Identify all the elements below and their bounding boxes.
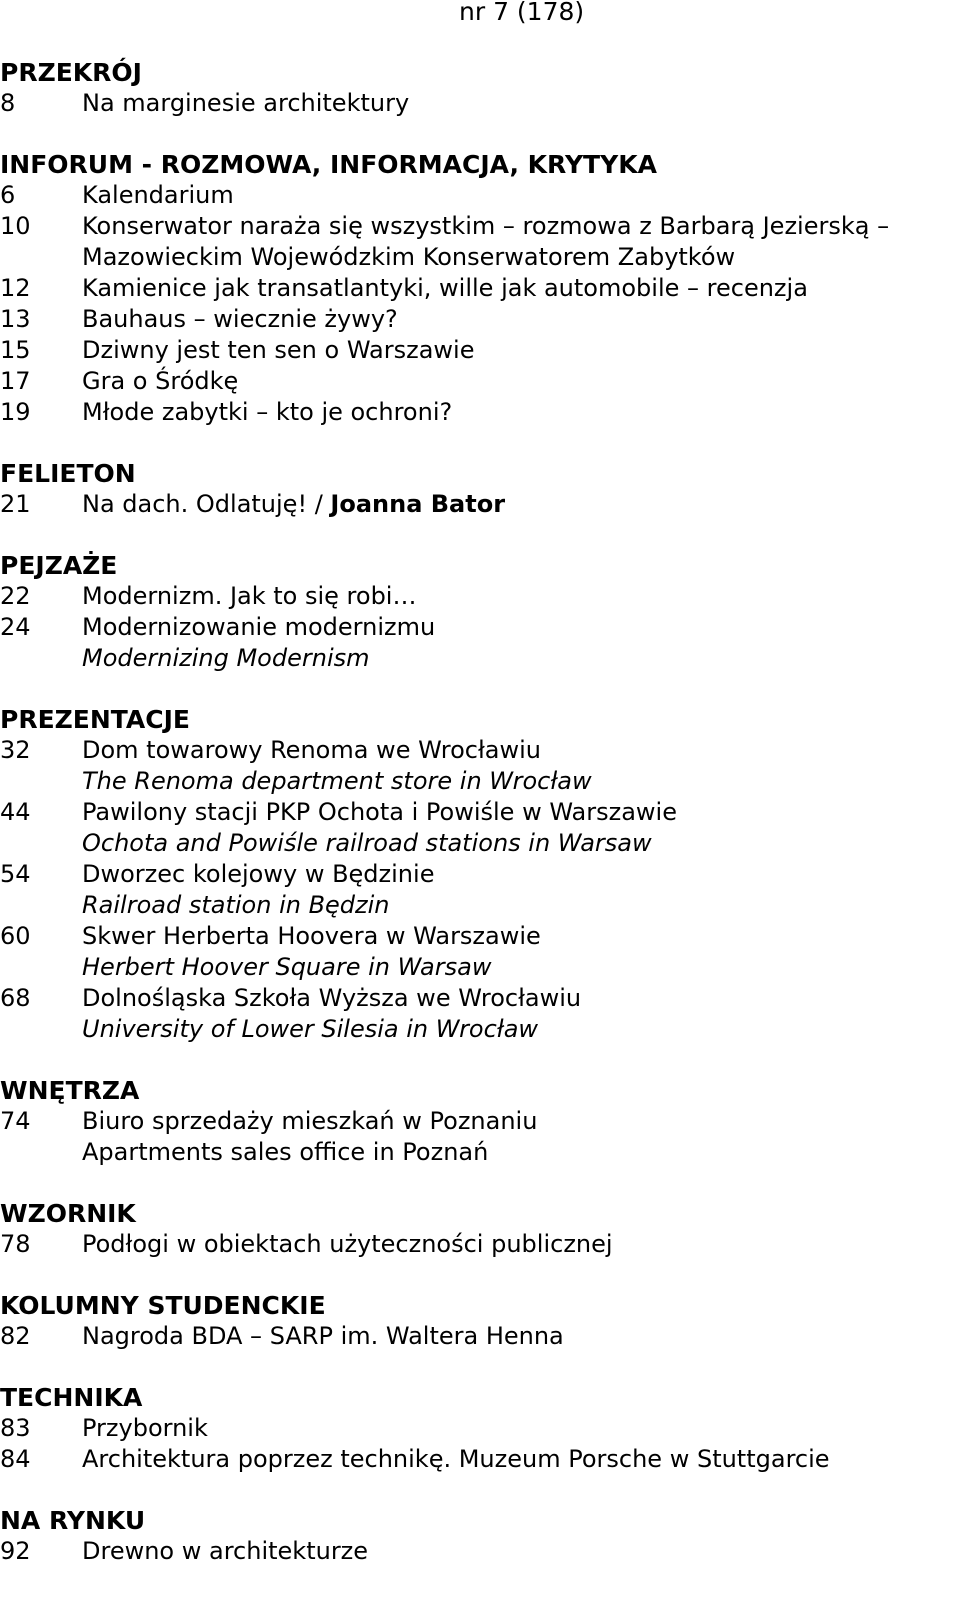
- toc-section: [0, 149, 960, 428]
- entry-title: [82, 1444, 960, 1475]
- toc-entry: [0, 983, 960, 1014]
- entry-english-title: Ochota and Powiśle railroad stations in Warsaw: [82, 829, 652, 857]
- page-number: 74: [0, 1107, 31, 1135]
- entry-title: [82, 1321, 960, 1352]
- entry-title-text: Nagroda BDA – SARP im. Waltera Henna: [82, 1322, 564, 1350]
- toc-entry: [0, 88, 960, 119]
- page-number: 78: [0, 1230, 31, 1258]
- page-number: 82: [0, 1322, 31, 1350]
- entry-title-text: Pawilony stacji PKP Ochota i Powiśle w Warszawie: [82, 798, 677, 826]
- entry-title: [82, 273, 960, 304]
- page-number: 24: [0, 613, 31, 641]
- issue-number: nr 7 (178): [459, 0, 585, 26]
- entry-title: [82, 335, 960, 366]
- toc-section: [0, 1075, 960, 1168]
- toc-entry: [0, 797, 960, 828]
- entry-title-text: Modernizm. Jak to się robi…: [82, 582, 417, 610]
- entry-title-text: Na dach. Odlatuję! /: [82, 490, 331, 518]
- entry-title: [82, 88, 960, 119]
- section-title: TECHNIKA: [0, 1383, 143, 1412]
- entry-title: [82, 180, 960, 211]
- toc-entry: [0, 1536, 960, 1567]
- entry-title-text: Bauhaus – wiecznie żywy?: [82, 305, 398, 333]
- page-number: 8: [0, 89, 16, 117]
- page-number: 22: [0, 582, 31, 610]
- page-number: 6: [0, 181, 16, 209]
- entry-author: Joanna Bator: [330, 490, 506, 518]
- toc-entry: [0, 335, 960, 366]
- toc-entry: [0, 612, 960, 643]
- toc-section: [0, 1505, 960, 1567]
- toc-section: [0, 57, 960, 119]
- page-number: 12: [0, 274, 31, 302]
- entry-title-text: Konserwator naraża się wszystkim – rozmowa z Barbarą Jezierską –: [82, 212, 890, 240]
- entry-title: [82, 366, 960, 397]
- entry-title: [82, 1413, 960, 1444]
- entry-title: [82, 397, 960, 428]
- toc-section: [0, 458, 960, 520]
- toc-entry: [0, 180, 960, 211]
- entry-title: [82, 735, 960, 766]
- section-title: KOLUMNY STUDENCKIE: [0, 1291, 326, 1320]
- entry-title-continuation: Mazowieckim Wojewódzkim Konserwatorem Zabytków: [82, 243, 736, 271]
- page-number: 10: [0, 212, 31, 240]
- entry-english-title: Herbert Hoover Square in Warsaw: [82, 953, 492, 981]
- entry-title: [82, 489, 960, 520]
- page-number: 54: [0, 860, 31, 888]
- table-of-contents: [0, 57, 960, 1597]
- section-title: PREZENTACJE: [0, 705, 190, 734]
- entry-title: [82, 612, 960, 643]
- toc-entry: [0, 735, 960, 766]
- entry-title-text: Kalendarium: [82, 181, 234, 209]
- toc-entry: [0, 304, 960, 335]
- section-title: PEJZAŻE: [0, 551, 118, 580]
- section-title: NA RYNKU: [0, 1506, 146, 1535]
- page-number: 19: [0, 398, 31, 426]
- entry-title-text: Na marginesie architektury: [82, 89, 410, 117]
- toc-entry: [0, 921, 960, 952]
- toc-entry: [0, 1413, 960, 1444]
- page-number: 68: [0, 984, 31, 1012]
- entry-title-text: Młode zabytki – kto je ochroni?: [82, 398, 453, 426]
- entry-title-text: Architektura poprzez technikę. Muzeum Porsche w Stuttgarcie: [82, 1445, 830, 1473]
- entry-title: [82, 1229, 960, 1260]
- page-number: 21: [0, 490, 31, 518]
- toc-entry: [0, 1321, 960, 1352]
- toc-section: [0, 1198, 960, 1260]
- entry-title-text: Dolnośląska Szkoła Wyższa we Wrocławiu: [82, 984, 582, 1012]
- toc-section: [0, 550, 960, 674]
- page-number: 92: [0, 1537, 31, 1565]
- toc-entry: [0, 366, 960, 397]
- page-number: 17: [0, 367, 31, 395]
- page-number: 60: [0, 922, 31, 950]
- page-number: 13: [0, 305, 31, 333]
- entry-title: [82, 797, 960, 828]
- entry-title-text: Modernizowanie modernizmu: [82, 613, 436, 641]
- entry-english-title: Railroad station in Będzin: [82, 891, 390, 919]
- entry-title-text: Skwer Herberta Hoovera w Warszawie: [82, 922, 541, 950]
- entry-title-continuation: Apartments sales office in Poznań: [82, 1138, 489, 1166]
- toc-section: [0, 1290, 960, 1352]
- page-number: 84: [0, 1445, 31, 1473]
- entry-english-title: Modernizing Modernism: [82, 644, 370, 672]
- entry-title-text: Kamienice jak transatlantyki, wille jak automobile – recenzja: [82, 274, 808, 302]
- entry-title: [82, 983, 960, 1014]
- toc-section: [0, 1382, 960, 1475]
- section-title: PRZEKRÓJ: [0, 58, 142, 87]
- section-title: WNĘTRZA: [0, 1076, 140, 1105]
- entry-title-text: Dom towarowy Renoma we Wrocławiu: [82, 736, 541, 764]
- entry-title: [82, 211, 960, 242]
- page-number: 44: [0, 798, 31, 826]
- entry-english-title: The Renoma department store in Wrocław: [82, 767, 592, 795]
- page-number: 83: [0, 1414, 31, 1442]
- toc-entry: [0, 489, 960, 520]
- toc-entry: [0, 581, 960, 612]
- toc-entry: [0, 1106, 960, 1137]
- entry-title: [82, 1106, 960, 1137]
- entry-title-text: Dziwny jest ten sen o Warszawie: [82, 336, 475, 364]
- toc-entry: [0, 859, 960, 890]
- toc-entry: [0, 1229, 960, 1260]
- entry-title-text: Przybornik: [82, 1414, 208, 1442]
- entry-title-text: Gra o Śródkę: [82, 367, 239, 395]
- page-number: 15: [0, 336, 31, 364]
- toc-entry: [0, 211, 960, 242]
- entry-title-text: Podłogi w obiektach użyteczności publicznej: [82, 1230, 613, 1258]
- entry-title: [82, 1536, 960, 1567]
- entry-title-text: Drewno w architekturze: [82, 1537, 369, 1565]
- entry-title: [82, 581, 960, 612]
- entry-title: [82, 304, 960, 335]
- entry-title-text: Biuro sprzedaży mieszkań w Poznaniu: [82, 1107, 538, 1135]
- toc-entry: [0, 1444, 960, 1475]
- entry-title: [82, 859, 960, 890]
- toc-entry: [0, 397, 960, 428]
- toc-section: [0, 704, 960, 1045]
- section-title: FELIETON: [0, 459, 136, 488]
- page-number: 32: [0, 736, 31, 764]
- entry-title-text: Dworzec kolejowy w Będzinie: [82, 860, 435, 888]
- entry-title: [82, 921, 960, 952]
- section-title: WZORNIK: [0, 1199, 136, 1228]
- section-title: INFORUM - ROZMOWA, INFORMACJA, KRYTYKA: [0, 150, 657, 179]
- entry-english-title: University of Lower Silesia in Wrocław: [82, 1015, 539, 1043]
- toc-entry: [0, 273, 960, 304]
